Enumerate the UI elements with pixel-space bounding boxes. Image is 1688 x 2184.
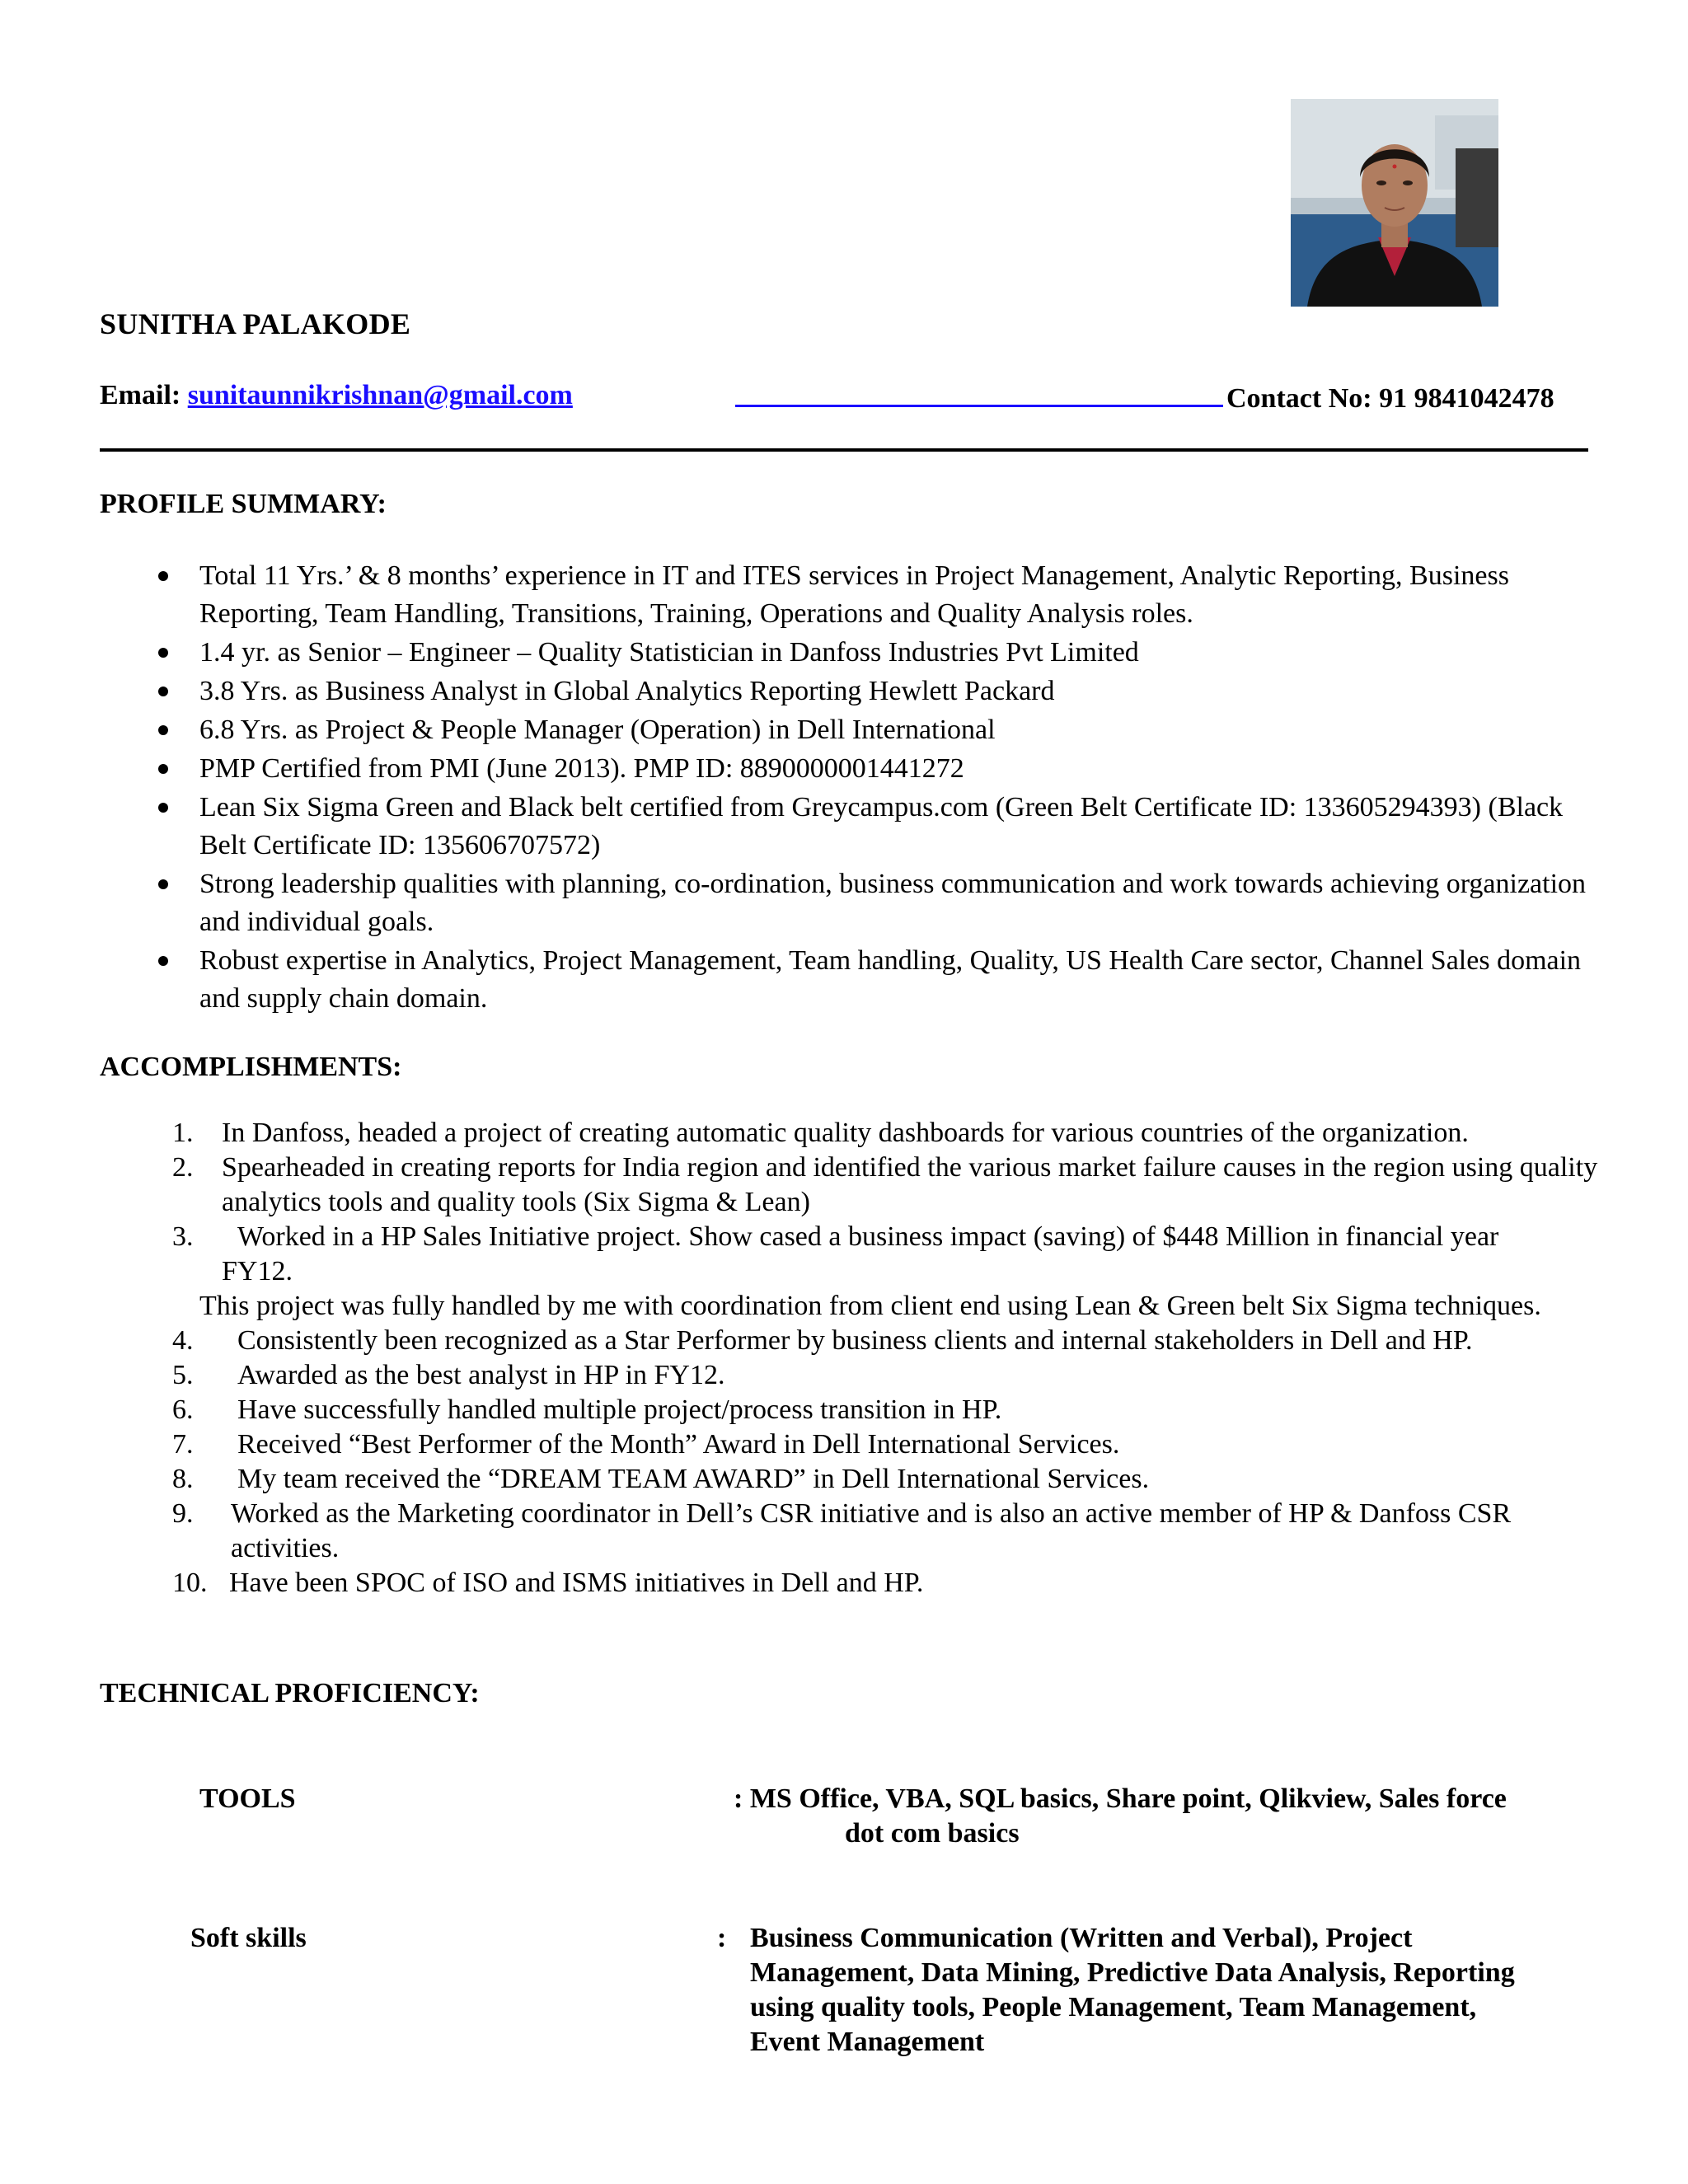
profile-summary-heading: PROFILE SUMMARY: <box>100 489 387 519</box>
list-item: 4. Consistently been recognized as a Star Performer by business clients and internal stakeholders in Dell and HP. <box>100 1324 1666 1358</box>
candidate-name: SUNITHA PALAKODE <box>100 307 411 340</box>
bullet-icon <box>158 571 168 581</box>
list-item: Total 11 Yrs.’ & 8 months’ experience in IT and ITES services in Project Management, Analytic Reporting, Business Reporting, Team Handling, Transitions, Training, Operations and Quality Analysis roles. <box>100 557 1600 633</box>
technical-proficiency-heading: TECHNICAL PROFICIENCY: <box>100 1678 480 1708</box>
tools-value: : MS Office, VBA, SQL basics, Share point, Qlikview, Sales force dot com basics <box>734 1783 1507 1849</box>
email-label: Email: <box>100 380 188 410</box>
list-item: 6.8 Yrs. as Project & People Manager (Operation) in Dell International <box>100 711 1600 749</box>
bullet-icon <box>158 879 168 889</box>
list-item: 3. Worked in a HP Sales Initiative project. Show cased a business impact (saving) of $448 Million in financial year FY12. <box>172 1221 1499 1286</box>
list-item: 3.8 Yrs. as Business Analyst in Global Analytics Reporting Hewlett Packard <box>100 673 1600 710</box>
header-divider <box>100 448 1588 452</box>
item-number: 5. <box>172 1360 194 1390</box>
item-number: 8. <box>172 1464 194 1494</box>
list-item: 6. Have successfully handled multiple project/process transition in HP. <box>100 1393 1666 1427</box>
soft-skills-label: Soft skills <box>190 1923 307 1953</box>
item-number: 7. <box>172 1429 194 1460</box>
list-item: 7. Received “Best Performer of the Month” Award in Dell International Services. <box>100 1427 1666 1462</box>
item-number: 10. <box>172 1568 208 1598</box>
list-item: 2. Spearheaded in creating reports for India region and identified the various market failure causes in the region using quality analytics tools and quality tools (Six Sigma & Lean) <box>172 1152 1598 1217</box>
bullet-icon <box>158 803 168 813</box>
contact-number: Contact No: 91 9841042478 <box>1226 383 1554 414</box>
profile-summary-list <box>100 557 1600 1019</box>
list-item: 10. Have been SPOC of ISO and ISMS initiatives in Dell and HP. <box>100 1566 1666 1601</box>
item-number: 4. <box>172 1325 194 1356</box>
profile-photo <box>1291 99 1498 307</box>
item-number: 3. <box>172 1221 194 1252</box>
list-item: Lean Six Sigma Green and Black belt certified from Greycampus.com (Green Belt Certificate ID: 133605294393) (Black Belt Certificate ID: 135606707572) <box>100 789 1600 865</box>
soft-skills-colon: : <box>717 1923 727 1953</box>
accomplishments-heading: ACCOMPLISHMENTS: <box>100 1052 402 1082</box>
bullet-icon <box>158 956 168 966</box>
list-item: Robust expertise in Analytics, Project Management, Team handling, Quality, US Health Care sector, Channel Sales domain and supply chain domain. <box>100 942 1600 1018</box>
accomplishments-list <box>100 1116 1666 1601</box>
list-item: 8. My team received the “DREAM TEAM AWARD” in Dell International Services. <box>100 1462 1666 1497</box>
email-row <box>100 380 573 411</box>
list-item: 5. Awarded as the best analyst in HP in FY12. <box>100 1358 1666 1393</box>
email-link[interactable]: sunitaunnikrishnan@gmail.com <box>187 380 573 410</box>
underline-blank <box>735 380 1223 407</box>
tools-label: TOOLS <box>199 1783 296 1814</box>
list-item: 9. Worked as the Marketing coordinator in Dell’s CSR initiative and is also an active member of HP & Danfoss CSR activities. <box>172 1498 1512 1563</box>
item-number: 1. <box>172 1118 194 1148</box>
profile-photo-image <box>1291 99 1498 307</box>
contact-row <box>735 380 1554 415</box>
list-item: 1.4 yr. as Senior – Engineer – Quality Statistician in Danfoss Industries Pvt Limited <box>100 634 1600 672</box>
item-number: 2. <box>172 1152 194 1183</box>
item-number: 9. <box>172 1498 194 1529</box>
item-number: 6. <box>172 1394 194 1425</box>
bullet-icon <box>158 648 168 658</box>
list-item: 1. In Danfoss, headed a project of creating automatic quality dashboards for various countries of the organization. <box>100 1116 1666 1151</box>
list-item-note: This project was fully handled by me with coordination from client end using Lean & Green belt Six Sigma techniques. <box>199 1291 1541 1321</box>
bullet-icon <box>158 725 168 735</box>
list-item: PMP Certified from PMI (June 2013). PMP ID: 8890000001441272 <box>100 750 1600 788</box>
bullet-icon <box>158 764 168 774</box>
bullet-icon <box>158 687 168 696</box>
list-item: Strong leadership qualities with planning, co-ordination, business communication and work towards achieving organization and individual goals. <box>100 865 1600 941</box>
soft-skills-value: Business Communication (Written and Verbal), Project Management, Data Mining, Predictive Data Analysis, Reporting using quality tools, People Management, Team Management, Event Management <box>750 1923 1515 2057</box>
